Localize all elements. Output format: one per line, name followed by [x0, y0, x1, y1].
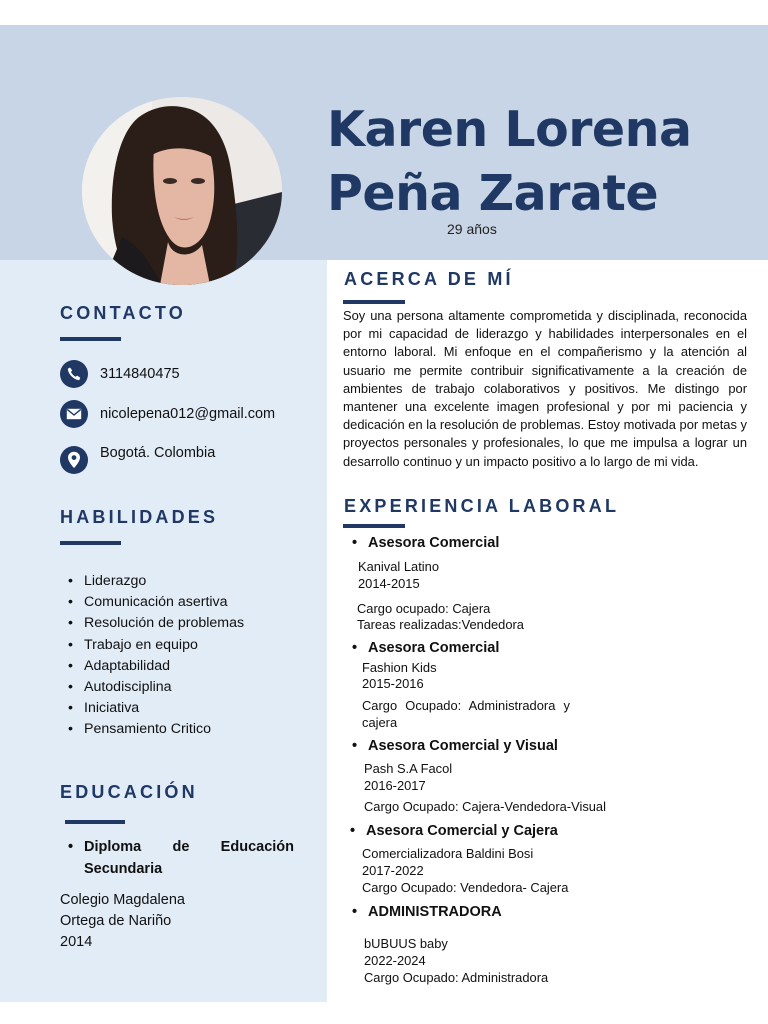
job-role: • ADMINISTRADORA	[352, 904, 502, 920]
job-role: • Asesora Comercial	[352, 640, 499, 656]
profile-photo	[82, 97, 282, 285]
phone-icon	[60, 360, 88, 388]
job-detail: Tareas realizadas:Vendedora	[357, 617, 524, 632]
contact-phone	[60, 360, 180, 388]
job-detail: Cargo Ocupado: Administradora	[364, 970, 549, 985]
job-detail: Cargo Ocupado: Administradora y cajera	[362, 698, 570, 730]
phone-number: 3114840475	[100, 366, 180, 382]
contact-email	[60, 400, 275, 428]
job-period: 2022-2024	[364, 953, 426, 968]
email-address[interactable]: nicolepena012@gmail.com	[100, 406, 276, 422]
job-company: Pash S.A Facol	[364, 761, 453, 776]
experience-heading-rule	[343, 524, 405, 528]
job-period: 2016-2017	[364, 778, 426, 793]
location-pin-icon	[60, 446, 88, 474]
skill-item: • Liderazgo	[66, 571, 316, 592]
skill-item: • Comunicación asertiva	[66, 592, 316, 613]
contact-heading-rule	[60, 337, 121, 341]
skill-item: • Adaptabilidad	[66, 656, 316, 677]
education-degree: • Diploma de Educación Secundaria	[66, 836, 294, 880]
education-heading-rule	[65, 820, 125, 824]
job-detail: Cargo Ocupado: Vendedora- Cajera	[362, 880, 569, 895]
job-detail: Cargo ocupado: Cajera	[357, 601, 491, 616]
skill-item: • Autodisciplina	[66, 677, 316, 698]
skills-heading: HABILIDADES	[60, 507, 219, 527]
location-text: Bogotá. Colombia	[100, 445, 216, 461]
skills-heading-rule	[60, 541, 121, 545]
experience-heading: EXPERIENCIA LABORAL	[344, 496, 620, 516]
education-details	[60, 890, 185, 953]
education-school-line-2: Ortega de Nariño	[60, 913, 172, 929]
education-school-line-1: Colegio Magdalena	[60, 892, 185, 908]
education-year: 2014	[60, 934, 93, 950]
job-role: • Asesora Comercial y Visual	[352, 738, 558, 754]
job-role: • Asesora Comercial y Cajera	[350, 823, 558, 839]
candidate-name	[327, 98, 757, 226]
job-detail: Cargo Ocupado: Cajera-Vendedora-Visual	[364, 799, 606, 814]
name-line-2: Peña Zarate	[327, 165, 659, 222]
email-icon	[60, 400, 88, 428]
job-company: Kanival Latino	[358, 559, 439, 574]
education-heading: EDUCACIÓN	[60, 782, 198, 802]
about-text: Soy una persona altamente comprometida y disciplinada, reconocida por mi capacidad de liderazgo y habilidades interpersonales en el entorno laboral. Mi enfoque en el compañerismo y la atención al usuario me permite contribuir significativamente a la creación de ambientes de trabajo colaborativos y positivos. Me distingo por mantener una excelente imagen profesional y por mi paciencia y dedicación en la resolución de problemas. Estoy motivada por metas y proyectos personales y profesionales, lo que me impulsa a lograr un desarrollo continuo y un impacto positivo a lo largo de mi vida.	[343, 308, 747, 469]
about-heading-rule	[343, 300, 405, 304]
skill-item: • Resolución de problemas	[66, 613, 316, 634]
skill-item: • Iniciativa	[66, 698, 316, 719]
age: 29 años	[447, 221, 497, 237]
job-period: 2015-2016	[362, 676, 424, 691]
job-period: 2017-2022	[362, 863, 424, 878]
about-heading: ACERCA DE MÍ	[344, 269, 514, 289]
job-company: Comercializadora Baldini Bosi	[362, 846, 534, 861]
job-period: 2014-2015	[358, 576, 420, 591]
contact-location	[60, 446, 215, 474]
skill-item: • Trabajo en equipo	[66, 635, 316, 656]
job-role: • Asesora Comercial	[352, 535, 499, 551]
job-company: bUBUUS baby	[364, 936, 448, 951]
name-line-1: Karen Lorena	[327, 101, 692, 158]
skill-item: • Pensamiento Critico	[66, 719, 316, 740]
contact-heading: CONTACTO	[60, 303, 186, 323]
job-company: Fashion Kids	[362, 660, 437, 675]
skills-list	[66, 571, 316, 741]
